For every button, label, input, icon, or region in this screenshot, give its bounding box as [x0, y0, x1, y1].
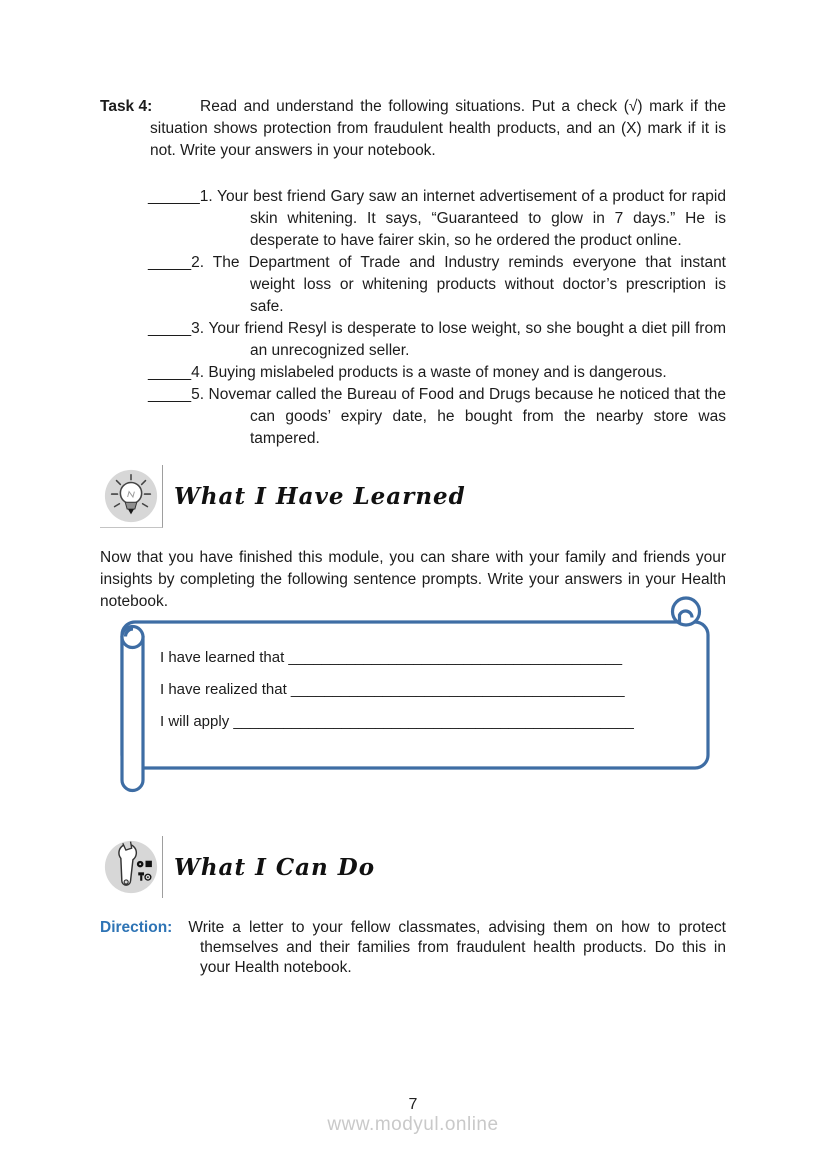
list-item: _____3. Your friend Resyl is desperate to lose weight, so she bought a diet pill from an unrecognized seller.: [148, 320, 726, 359]
task4-label: Task 4:: [100, 98, 153, 115]
what-i-have-learned-header: [100, 465, 466, 528]
wrench-icon: [102, 838, 160, 896]
direction-paragraph: [100, 918, 726, 978]
scroll-banner: [112, 596, 712, 806]
section-title-cando: What I Can Do: [174, 853, 376, 881]
lightbulb-icon: [102, 467, 160, 525]
direction-label: Direction:: [100, 919, 173, 936]
prompt-apply: I will apply ________________________________________________: [160, 713, 634, 730]
prompt-learned: I have learned that ________________________________________: [160, 649, 623, 666]
situations-list: [100, 186, 726, 450]
task4-section: [100, 96, 726, 162]
wrench-icon-box: [100, 836, 163, 898]
page-number: 7: [408, 1096, 418, 1113]
list-item: _____5. Novemar called the Bureau of Food and Drugs because he noticed that the can goods’ expiry date, he bought from the nearby store was tampered.: [148, 386, 726, 447]
sentence-prompts: [160, 642, 680, 738]
section-title-learned: What I Have Learned: [174, 483, 466, 510]
direction-text: Write a letter to your fellow classmates, advising them on how to protect themselves and their families from fraudulent health products. Do this in your Health notebook.: [188, 919, 726, 976]
learned-intro-paragraph: Now that you have finished this module, you can share with your family and friends your insights by completing the following sentence prompts. Write your answers in your Health notebook.: [100, 549, 726, 610]
list-item: _____4. Buying mislabeled products is a waste of money and is dangerous.: [148, 364, 667, 381]
prompt-realized: I have realized that ________________________________________: [160, 681, 625, 698]
what-i-can-do-header: [100, 836, 375, 898]
lightbulb-icon-box: [100, 465, 163, 528]
page-content: [100, 0, 726, 1169]
task4-instructions: Read and understand the following situations. Put a check (√) mark if the situation shows protection from fraudulent health products, and an (X) mark if it is not. Write your answers in your notebook.: [150, 98, 726, 159]
list-item: ______1. Your best friend Gary saw an internet advertisement of a product for rapid skin whitening. It says, “Guaranteed to glow in 7 days.” He is desperate to have fairer skin, so he ordered the product online.: [148, 188, 726, 249]
list-item: _____2. The Department of Trade and Industry reminds everyone that instant weight loss or whitening products without doctor’s prescription is safe.: [148, 254, 726, 315]
watermark-url: www.modyul.online: [327, 1114, 499, 1135]
